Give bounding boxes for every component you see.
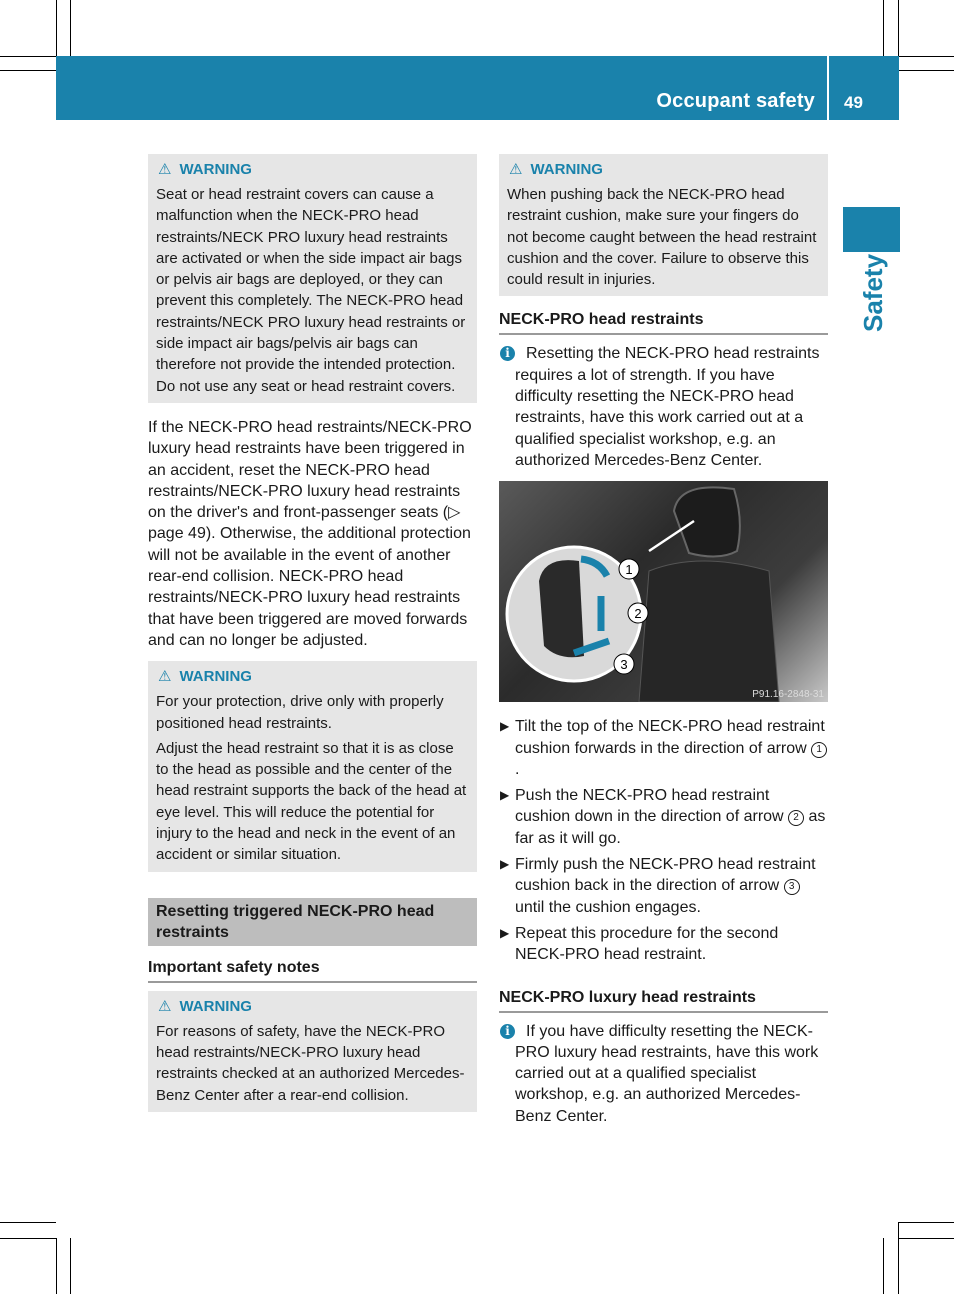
step-arrow-icon: ▶ [500,788,510,803]
section-heading: Resetting triggered NECK-PRO head restraints [148,898,477,946]
instruction-step: ▶ Push the NECK-PRO head restraint cushion down in the direction of arrow 2 as far as it will go. [500,787,826,847]
subheading: NECK-PRO head restraints [499,310,828,335]
step-arrow-icon: ▶ [500,857,510,872]
warning-heading: ⚠ WARNING [158,997,252,1015]
svg-text:3: 3 [620,657,628,673]
crop-mark [898,1222,954,1223]
instruction-step: ▶ Tilt the top of the NECK-PRO head restraint cushion forwards in the direction of arrow 1. [499,716,828,780]
warning-heading: ⚠ WARNING [509,161,603,178]
header-divider [827,56,829,120]
chapter-tab [843,207,900,252]
crop-mark [898,0,899,56]
warning-triangle-icon: ⚠ [158,668,172,686]
warning-box [148,154,477,403]
page-title: Occupant safety [656,90,815,112]
warning-text: When pushing back the NECK-PRO head restraint cushion, make sure your fingers do not become caught between the head restraint cushion and the cover. Failure to observe this could result in injuries. [507,186,817,289]
headrest-illustration-drawing [499,481,828,702]
instruction-step: ▶ Firmly push the NECK-PRO head restraint cushion back in the direction of arrow 3 until the cushion engages. [500,856,816,916]
subheading: Important safety notes [148,958,477,983]
warning-box [148,661,477,871]
warning-text: For your protection, drive only with properly positioned head restraints. [156,693,444,732]
arrow-number: 1 [811,742,827,758]
crop-mark [56,0,57,56]
info-note: i If you have difficulty resetting the NECK-PRO luxury head restraints, have this work carried out at a qualified specialist workshop, e.g. an authorized Mercedes-Benz Center. [499,1021,828,1127]
seat-back-shape [639,561,779,702]
warning-box [148,991,477,1112]
crop-mark [56,1238,57,1294]
step-arrow-icon: ▶ [500,719,510,734]
info-note: i Resetting the NECK-PRO head restraints requires a lot of strength. If you have difficulty resetting the NECK-PRO head restraints, have this work carried out at a qualified specialist workshop, e.g. an authorized Mercedes-Benz Center. [499,343,828,471]
step-arrow-icon: ▶ [500,925,510,940]
page-number: 49 [844,93,863,112]
arrow-number: 2 [788,810,804,826]
svg-text:1: 1 [625,562,633,578]
headrest-illustration [499,481,828,702]
crop-mark [898,70,954,71]
crop-mark [70,0,71,56]
crop-mark [898,1238,954,1239]
subheading: NECK-PRO luxury head restraints [499,988,828,1013]
warning-triangle-icon: ⚠ [509,161,523,178]
left-column [148,154,477,1126]
figure-code: P91.16-2848-31 [752,689,824,701]
warning-triangle-icon: ⚠ [158,161,172,178]
right-column [499,154,828,1137]
crop-mark [898,56,954,57]
page-header [56,56,899,120]
warning-text: Seat or head restraint covers can cause a malfunction when the NECK-PRO head restraints/NECK PRO luxury head restraints are activated or when the side impact air bags or pelvis air bags are deployed, or they can prevent this completely. The NECK-PRO head restraints/NECK PRO luxury head restraints or side impact air bags/pelvis air bags can therefore not provide the intended protection. Do not use any seat or head restraint covers. [156,186,466,395]
detail-headrest [539,560,584,657]
warning-text: For reasons of safety, have the NECK-PRO head restraints/NECK-PRO luxury head restraints checked at an authorized Mercedes-Benz Center after a rear-end collision. [156,1022,465,1104]
arrow-number: 3 [784,879,800,895]
warning-box [499,154,828,296]
info-icon: i [500,346,515,361]
crop-mark [898,1222,899,1294]
info-icon: i [500,1024,515,1039]
crop-mark [883,0,884,56]
crop-mark [70,1238,71,1294]
body-paragraph: If the NECK-PRO head restraints/NECK-PRO luxury head restraints have been triggered in an accident, reset the NECK-PRO head restraints/NECK-PRO luxury head restraints on the driver's and front-passenger seats (▷ page 49). Otherwise, the additional protection will not be available in the event of another rear-end collision. NECK-PRO head restraints/NECK-PRO luxury head restraints that have been triggered are moved forwards and can no longer be adjusted. [148,418,472,649]
crop-mark [0,1222,56,1223]
crop-mark [883,1238,884,1294]
chapter-label: Safety [858,253,888,332]
warning-heading: ⚠ WARNING [158,668,252,686]
warning-triangle-icon: ⚠ [158,997,172,1015]
warning-text: Adjust the head restraint so that it is as close to the head as possible and the center of the head restraint supports the back of the head at eye level. This will reduce the potential for injury to the head and neck in the event of an accident or similar situation. [156,739,467,864]
svg-text:2: 2 [634,606,642,622]
warning-heading: ⚠ WARNING [158,161,252,178]
crop-mark [0,70,56,71]
crop-mark [0,56,56,57]
instruction-step: ▶ Repeat this procedure for the second NECK-PRO head restraint. [500,924,779,964]
crop-mark [0,1238,56,1239]
headrest-shape [674,488,740,557]
